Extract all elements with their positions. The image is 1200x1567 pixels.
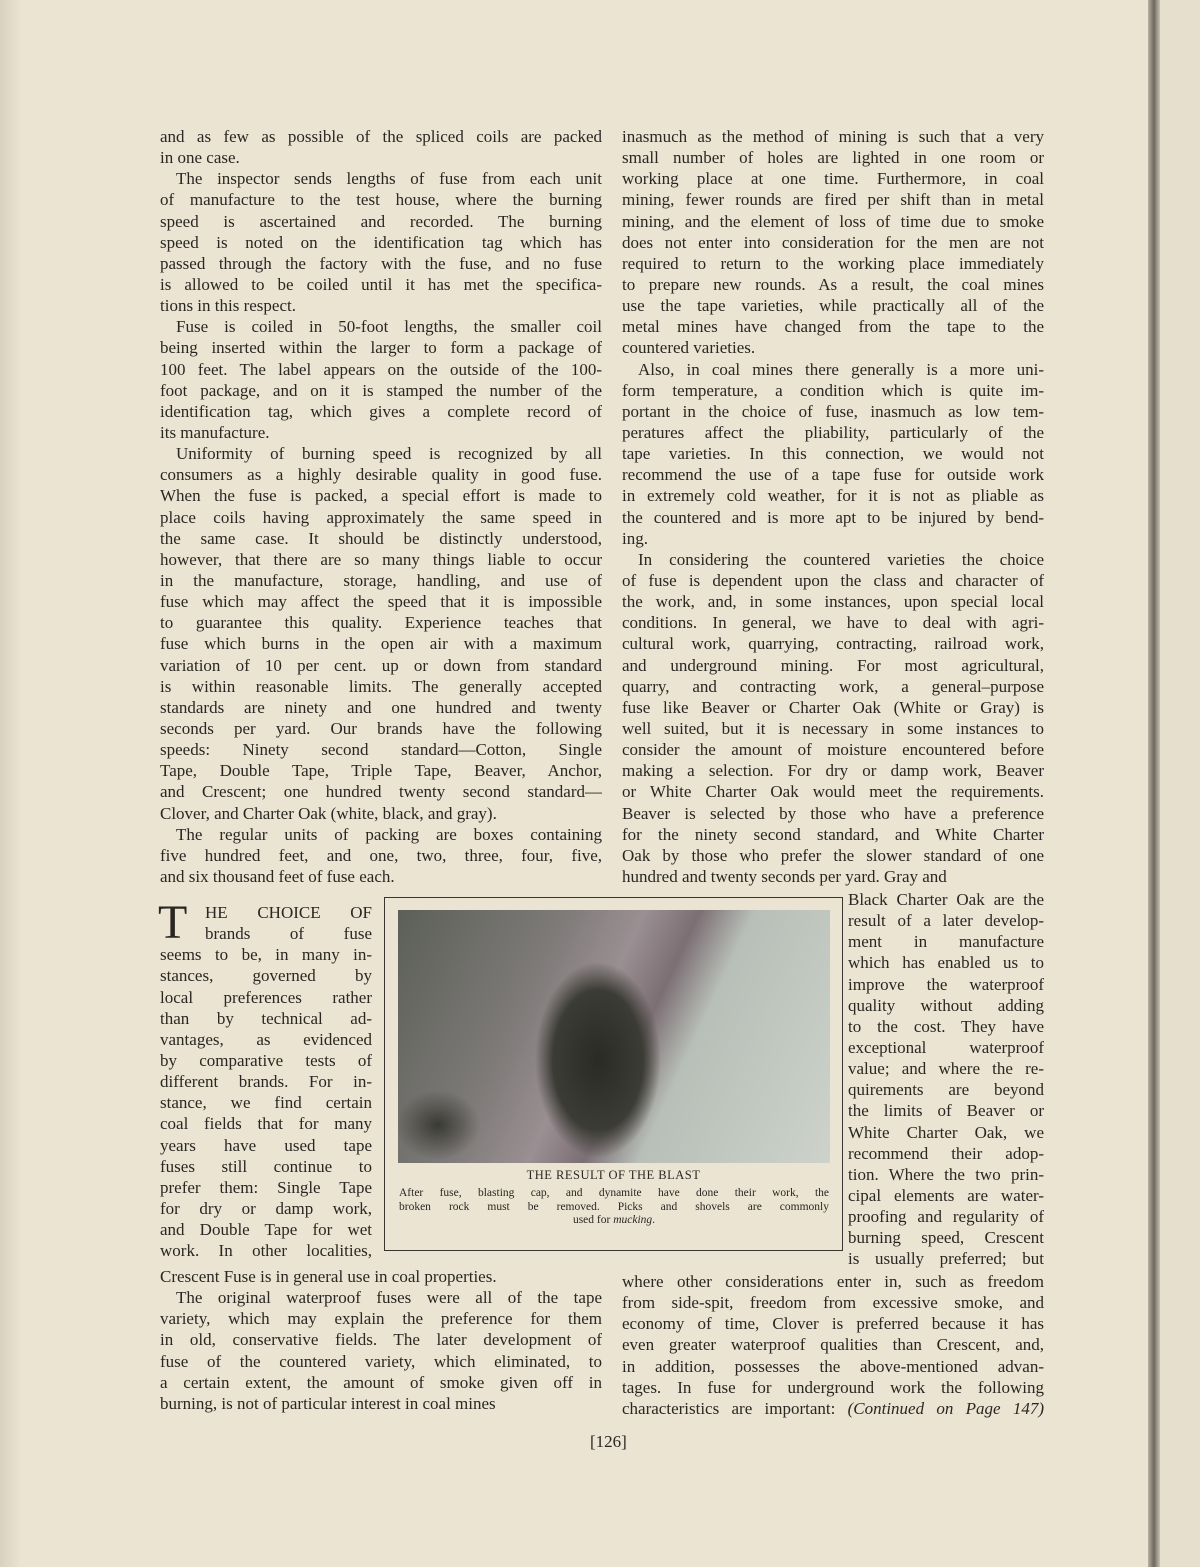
text-line: countered varieties. xyxy=(622,338,756,358)
text-line: and underground mining. For most agricultural, xyxy=(622,655,1044,675)
text-line: vantages, as evidenced xyxy=(160,1029,372,1049)
text-line: Tape, Double Tape, Triple Tape, Beaver, Anchor, xyxy=(160,761,602,781)
text-line: In considering the countered varieties the choice xyxy=(638,549,1044,569)
caption-italic: mucking xyxy=(613,1214,653,1226)
text-line: is allowed to be coiled until it has met the specifica- xyxy=(160,274,602,294)
text-line: the work, and, in some instances, upon special local xyxy=(622,592,1044,612)
text-line: Uniformity of burning speed is recognized by all xyxy=(176,444,602,464)
text-line: in one case. xyxy=(160,148,240,168)
text-line: result of a later develop- xyxy=(848,911,1044,931)
text-line: burning speed, Crescent xyxy=(848,1228,1044,1248)
text-line: which has enabled us to xyxy=(848,953,1044,973)
text-line: fuse of the countered variety, which eliminated, to xyxy=(160,1351,602,1371)
text-line: White Charter Oak, we xyxy=(848,1122,1044,1142)
text-line: is usually preferred; but xyxy=(848,1249,1044,1269)
text-line: tages. In fuse for underground work the following xyxy=(622,1377,1044,1397)
text-line: a certain extent, the amount of smoke given off in xyxy=(160,1372,602,1392)
text-line: Oak by those who prefer the slower standard of one xyxy=(622,845,1044,865)
text-line: Also, in coal mines there generally is a more uni- xyxy=(638,359,1044,379)
text-span: characteristics are important: xyxy=(622,1398,848,1418)
text-line: where other considerations enter in, such as freedom xyxy=(622,1272,1044,1291)
text-line: however, that there are so many things liable to occur xyxy=(160,549,602,569)
left-column-top xyxy=(160,126,602,887)
text-line: working place at one time. Furthermore, in coal xyxy=(622,169,1044,189)
text-line: variation of 10 per cent. up or down from standard xyxy=(160,655,602,675)
text-line: in the manufacture, storage, handling, and use of xyxy=(160,570,602,590)
text-line: required to return to the working place immediately xyxy=(622,253,1044,273)
text-line: well suited, but it is necessary in some instances to xyxy=(622,718,1044,738)
right-column-narrow xyxy=(848,889,1044,1270)
text-line: cipal elements are water- xyxy=(848,1185,1044,1205)
text-line: to the cost. They have xyxy=(848,1016,1044,1036)
text-line: speeds: Ninety second standard—Cotton, Single xyxy=(160,740,602,760)
text-line: ing. xyxy=(622,528,648,548)
text-line: is within reasonable limits. The generally accepted xyxy=(160,676,602,696)
text-line: form temperature, a condition which is quite im- xyxy=(622,380,1044,400)
text-line: tions in this respect. xyxy=(160,296,296,316)
text-line: does not enter into consideration for the men are not xyxy=(622,232,1044,252)
text-line: quarry, and contracting work, a general–purpose xyxy=(622,676,1044,696)
left-column-bottom xyxy=(160,1266,602,1414)
text-line: coal fields that for many xyxy=(160,1114,372,1134)
text-line: proofing and regularity of xyxy=(848,1207,1044,1227)
text-line: place coils having approximately the same speed in xyxy=(160,507,602,527)
adjacent-page xyxy=(1160,0,1200,1567)
text-line: fuses still continue to xyxy=(160,1156,372,1176)
text-line: exceptional waterproof xyxy=(848,1037,1044,1057)
text-line: mining, and the element of loss of time due to smoke xyxy=(622,211,1044,231)
text-line: improve the waterproof xyxy=(848,974,1044,994)
text-line xyxy=(622,1398,1044,1419)
text-line: fuse which burns in the open air with a maximum xyxy=(160,634,602,654)
text-line: fuse like Beaver or Charter Oak (White or Gray) is xyxy=(622,697,1044,717)
text-line: for dry or damp work, xyxy=(160,1198,372,1218)
text-line: by comparative tests of xyxy=(160,1050,372,1070)
text-line: different brands. For in- xyxy=(160,1072,372,1092)
text-line: the countered and is more apt to be injured by bend- xyxy=(622,507,1044,527)
caption-line: broken rock must be removed. Picks and shovels are commonly xyxy=(399,1200,829,1213)
text-line: seems to be, in many in- xyxy=(160,945,372,965)
text-line: metal mines have changed from the tape to the xyxy=(622,317,1044,337)
figure-title: THE RESULT OF THE BLAST xyxy=(526,1168,701,1182)
text-line: in old, conservative fields. The later development of xyxy=(160,1330,602,1350)
text-line: small number of holes are lighted in one room or xyxy=(622,148,1044,168)
text-line: The regular units of packing are boxes containing xyxy=(176,824,602,844)
caption-text: used for xyxy=(572,1214,614,1226)
text-line: five hundred feet, and one, two, three, four, five, xyxy=(160,845,602,865)
text-line: Clover, and Charter Oak (white, black, and gray). xyxy=(160,803,497,823)
text-line: identification tag, which gives a complete record of xyxy=(160,401,602,421)
text-line: recommend their adop- xyxy=(848,1143,1044,1163)
text-line: value; and where the re- xyxy=(848,1059,1044,1079)
text-line: and Crescent; one hundred twenty second standard— xyxy=(160,782,602,802)
mine-photo xyxy=(398,910,830,1163)
text-line: from side-spit, freedom from excessive smoke, and xyxy=(622,1293,1044,1313)
page-gutter xyxy=(1148,0,1160,1567)
figure-box xyxy=(384,897,843,1251)
text-line: Beaver is selected by those who have a preference xyxy=(622,803,1044,823)
continued-reference: (Continued on Page 147) xyxy=(847,1398,1044,1418)
text-line: peratures affect the pliability, particularly of the xyxy=(622,422,1044,442)
text-line: of fuse is dependent upon the class and character of xyxy=(622,570,1044,590)
text-line: When the fuse is packed, a special effort is made to xyxy=(160,486,602,506)
text-line: conditions. In general, we have to deal with agri- xyxy=(622,613,1044,633)
text-line: tape varieties. In this connection, we would not xyxy=(622,444,1044,464)
text-line: fuse which may affect the speed that it is impossible xyxy=(160,592,602,612)
text-line: mining, fewer rounds are fired per shift than in metal xyxy=(622,190,1044,210)
text-line: the limits of Beaver or xyxy=(848,1101,1044,1121)
text-line: ment in manufacture xyxy=(848,932,1044,952)
caption-line xyxy=(399,1214,829,1228)
figure-caption xyxy=(399,1187,829,1228)
text-line: years have used tape xyxy=(160,1135,372,1155)
text-line: and six thousand feet of fuse each. xyxy=(160,866,395,886)
text-line: speed is noted on the identification tag which has xyxy=(160,232,602,252)
text-line: consumers as a highly desirable quality in good fuse. xyxy=(160,465,602,485)
text-line: The inspector sends lengths of fuse from each unit xyxy=(176,169,602,189)
text-line: prefer them: Single Tape xyxy=(160,1177,372,1197)
text-line: in addition, possesses the above-mentioned advan- xyxy=(622,1356,1044,1376)
text-line: or White Charter Oak would meet the requirements. xyxy=(622,782,1044,802)
text-line: quality without adding xyxy=(848,995,1044,1015)
text-line: and Double Tape for wet xyxy=(160,1220,372,1240)
text-line: inasmuch as the method of mining is such that a very xyxy=(622,127,1044,146)
text-line: burning, is not of particular interest in coal mines xyxy=(160,1393,496,1413)
text-line: Crescent Fuse is in general use in coal properties. xyxy=(160,1267,497,1286)
text-line: to prepare new rounds. As a result, the coal mines xyxy=(622,274,1044,294)
text-line: local preferences rather xyxy=(160,987,372,1007)
text-line: making a selection. For dry or damp work, Beaver xyxy=(622,761,1044,781)
text-line: portant in the choice of fuse, inasmuch as low tem- xyxy=(622,401,1044,421)
text-line: cultural work, quarrying, contracting, railroad work, xyxy=(622,634,1044,654)
text-line: Fuse is coiled in 50-foot lengths, the smaller coil xyxy=(176,317,602,337)
text-line: its manufacture. xyxy=(160,422,270,442)
text-line: seconds per yard. Our brands have the following xyxy=(160,718,602,738)
text-line: stance, we find certain xyxy=(160,1093,372,1113)
text-line: HE CHOICE OF xyxy=(205,903,372,922)
text-line: speed is ascertained and recorded. The burning xyxy=(160,211,602,231)
text-line: for the ninety second standard, and White Charter xyxy=(622,824,1044,844)
text-line: brands of fuse xyxy=(205,924,372,944)
left-column-narrow xyxy=(160,902,372,1261)
text-line: being inserted within the larger to form a package of xyxy=(160,338,602,358)
text-line: The original waterproof fuses were all of the tape xyxy=(176,1288,602,1308)
right-column-top xyxy=(622,126,1044,887)
text-line: variety, which may explain the preference for them xyxy=(160,1309,602,1329)
text-line: foot package, and on it is stamped the number of the xyxy=(160,380,602,400)
text-line: tion. Where the two prin- xyxy=(848,1164,1044,1184)
text-line: to guarantee this quality. Experience teaches that xyxy=(160,613,602,633)
text-line: passed through the factory with the fuse, and no fuse xyxy=(160,253,602,273)
text-line: use the tape varieties, while practically all of the xyxy=(622,296,1044,316)
right-column-bottom xyxy=(622,1271,1044,1419)
text-line: standards are ninety and one hundred and twenty xyxy=(160,697,602,717)
drop-cap: T xyxy=(158,903,188,943)
caption-text: . xyxy=(652,1214,656,1226)
text-line: recommend the use of a tape fuse for outside work xyxy=(622,465,1044,485)
text-line: and as few as possible of the spliced coils are packed xyxy=(160,127,602,146)
text-line: in extremely cold weather, for it is not as pliable as xyxy=(622,486,1044,506)
text-line: even greater waterproof qualities than Crescent, and, xyxy=(622,1335,1044,1355)
text-line: of manufacture to the test house, where the burning xyxy=(160,190,602,210)
text-line: stances, governed by xyxy=(160,966,372,986)
text-line: 100 feet. The label appears on the outside of the 100- xyxy=(160,359,602,379)
text-line: quirements are beyond xyxy=(848,1080,1044,1100)
caption-line: After fuse, blasting cap, and dynamite have done their work, the xyxy=(399,1187,829,1199)
text-line: Black Charter Oak are the xyxy=(848,890,1044,909)
page-number: [126] xyxy=(590,1432,627,1451)
text-line: work. In other localities, xyxy=(160,1241,372,1261)
text-line: hundred and twenty seconds per yard. Gray and xyxy=(622,866,947,886)
page-edge-shadow xyxy=(0,0,22,1567)
text-line: economy of time, Clover is preferred because it has xyxy=(622,1314,1044,1334)
text-line: consider the amount of moisture encountered before xyxy=(622,740,1044,760)
text-line: than by technical ad- xyxy=(160,1008,372,1028)
text-line: the same case. It should be distinctly understood, xyxy=(160,528,602,548)
